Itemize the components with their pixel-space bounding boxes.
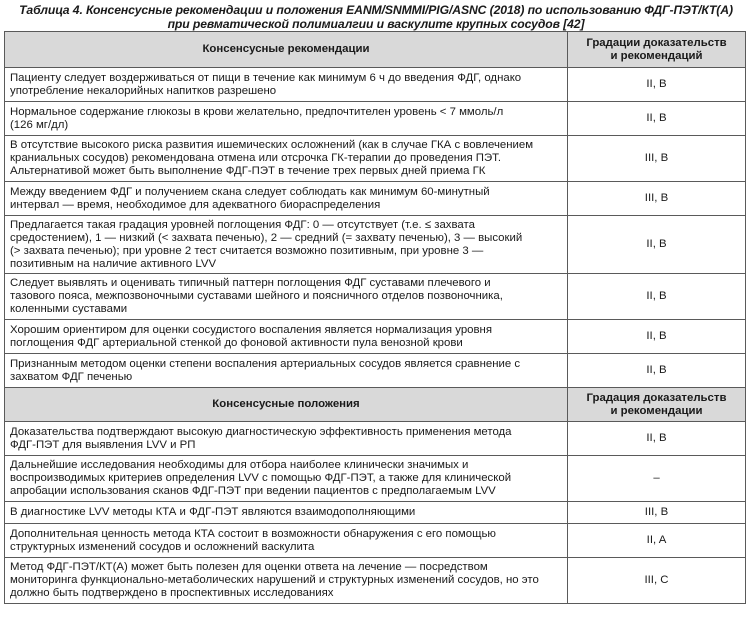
recommendation-text xyxy=(5,524,568,558)
text-line: В отсутствие высокого риска развития ишемических осложнений (как в случае ГКА с вовлечением xyxy=(10,139,534,151)
table-row xyxy=(5,102,746,136)
evidence-grade: III, B xyxy=(568,502,746,524)
table-row xyxy=(5,354,746,388)
header-right-line-2: и рекомендаций xyxy=(610,49,703,62)
text-line: Дополнительная ценность метода КТА состоит в возможности обнаружения с его помощью xyxy=(10,527,496,540)
table-row xyxy=(5,502,746,524)
section2-header-row xyxy=(5,388,746,422)
text-line: ФДГ-ПЭТ для выявления LVV и РП xyxy=(10,438,196,451)
recommendation-text xyxy=(5,274,568,320)
table-row xyxy=(5,182,746,216)
text-line: интервал — время, необходимое для адекватного биораспределения xyxy=(10,198,381,211)
text-line: краниальных сосудов) рекомендована отмена или отсрочка ГК-терапии до проведения ПЭТ. xyxy=(10,152,502,164)
recommendation-text xyxy=(5,182,568,216)
section1-header-row xyxy=(5,32,746,68)
text-line: коленными суставами xyxy=(10,303,128,315)
text-line: Предлагается такая градация уровней поглощения ФДГ: 0 — отсутствует (т.е. ≤ захвата xyxy=(10,218,475,231)
recommendation-text xyxy=(5,502,568,524)
caption-line-2: при ревматической полимиалгии и васкулите крупных сосудов [42] xyxy=(167,17,585,31)
text-line: структурных изменений сосудов и осложнений васкулита xyxy=(10,540,315,553)
text-line: Нормальное содержание глюкозы в крови желательно, предпочтителен уровень < 7 ммоль/л xyxy=(10,105,504,118)
table-row xyxy=(5,68,746,102)
recommendation-text xyxy=(5,68,568,102)
evidence-grade: III, B xyxy=(568,136,746,182)
text-line: (126 мг/дл) xyxy=(10,118,69,131)
table-row xyxy=(5,422,746,456)
table-row xyxy=(5,216,746,274)
evidence-grade: II, B xyxy=(568,68,746,102)
evidence-grade: – xyxy=(568,456,746,502)
section1-header-right xyxy=(568,32,746,68)
caption-line-1: Таблица 4. Консенсусные рекомендации и положения EANM/SNMMI/PIG/ASNC (2018) по использованию ФДГ-ПЭТ/КТ(А) xyxy=(19,3,733,17)
text-line: тазового пояса, межпозвоночными суставами шейного и поясничного отделов позвоночника, xyxy=(10,290,503,302)
text-line: мониторинга функционально-метаболических нарушений и структурных изменений сосудов, но это xyxy=(10,574,539,586)
header-right-line-1: Градации доказательств xyxy=(586,36,727,49)
text-line: Метод ФДГ-ПЭТ/КТ(А) может быть полезен для оценки ответа на лечение — посредством xyxy=(10,561,488,573)
text-line: поглощения ФДГ артериальной стенкой до фоновой активности пула венозной крови xyxy=(10,336,463,349)
table-row xyxy=(5,320,746,354)
text-line: Признанным методом оценки степени воспаления артериальных сосудов является сравнение с xyxy=(10,357,521,370)
section1-header-left: Консенсусные рекомендации xyxy=(5,32,568,68)
recommendation-text xyxy=(5,456,568,502)
recommendation-text xyxy=(5,216,568,274)
evidence-grade: III, B xyxy=(568,182,746,216)
consensus-table xyxy=(4,31,746,604)
evidence-grade: II, A xyxy=(568,524,746,558)
text-line: Следует выявлять и оценивать типичный паттерн поглощения ФДГ суставами плечевого и xyxy=(10,277,491,289)
text-line: (> захвата печенью); при уровне 2 тест считается возможно позитивным, при уровне 3 — xyxy=(10,244,484,257)
recommendation-text xyxy=(5,320,568,354)
table-row xyxy=(5,456,746,502)
table-row xyxy=(5,558,746,604)
text-line: захватом ФДГ печенью xyxy=(10,370,133,383)
text-line: средостением), 1 — низкий (< захвата печенью), 2 — средний (= захвату печенью), 3 — высокий xyxy=(10,231,523,244)
text-line: Дальнейшие исследования необходимы для отбора наиболее клинически значимых и xyxy=(10,459,469,471)
header-right-line-2: и рекомендации xyxy=(610,404,703,417)
recommendation-text xyxy=(5,422,568,456)
header-right-line-1: Градация доказательств xyxy=(586,391,727,404)
table-row xyxy=(5,274,746,320)
evidence-grade: II, B xyxy=(568,320,746,354)
recommendation-text xyxy=(5,354,568,388)
text-line: В диагностике LVV методы КТА и ФДГ-ПЭТ являются взаимодополняющими xyxy=(10,506,416,518)
evidence-grade: II, B xyxy=(568,354,746,388)
table-row xyxy=(5,136,746,182)
evidence-grade: II, B xyxy=(568,102,746,136)
text-line: Между введением ФДГ и получением скана следует соблюдать как минимум 60-минутный xyxy=(10,185,490,198)
text-line: позитивным на наличие активного LVV xyxy=(10,257,217,270)
recommendation-text xyxy=(5,102,568,136)
recommendation-text xyxy=(5,136,568,182)
table-row xyxy=(5,524,746,558)
evidence-grade: II, B xyxy=(568,216,746,274)
section2-header-left: Консенсусные положения xyxy=(5,388,568,422)
evidence-grade: II, B xyxy=(568,422,746,456)
evidence-grade: III, C xyxy=(568,558,746,604)
text-line: Пациенту следует воздерживаться от пищи в течение как минимум 6 ч до введения ФДГ, однако xyxy=(10,71,522,84)
section2-header-right xyxy=(568,388,746,422)
evidence-grade: II, B xyxy=(568,274,746,320)
text-line: употребление некалорийных напитков разрешено xyxy=(10,84,277,97)
text-line: должно быть подтверждено в проспективных исследованиях xyxy=(10,587,334,599)
text-line: воспроизводимых критериев определения LVV с помощью ФДГ-ПЭТ, а также для клинической xyxy=(10,472,512,484)
text-line: Альтернативой может быть выполнение ФДГ-ПЭТ в течение трех первых дней приема ГК xyxy=(10,165,486,177)
text-line: апробации использования сканов ФДГ-ПЭТ при ведении пациентов с предполагаемым LVV xyxy=(10,485,496,497)
table-caption xyxy=(0,0,752,31)
text-line: Хорошим ориентиром для оценки сосудистого воспаления является нормализация уровня xyxy=(10,323,492,336)
text-line: Доказательства подтверждают высокую диагностическую эффективность применения метода xyxy=(10,425,512,438)
recommendation-text xyxy=(5,558,568,604)
